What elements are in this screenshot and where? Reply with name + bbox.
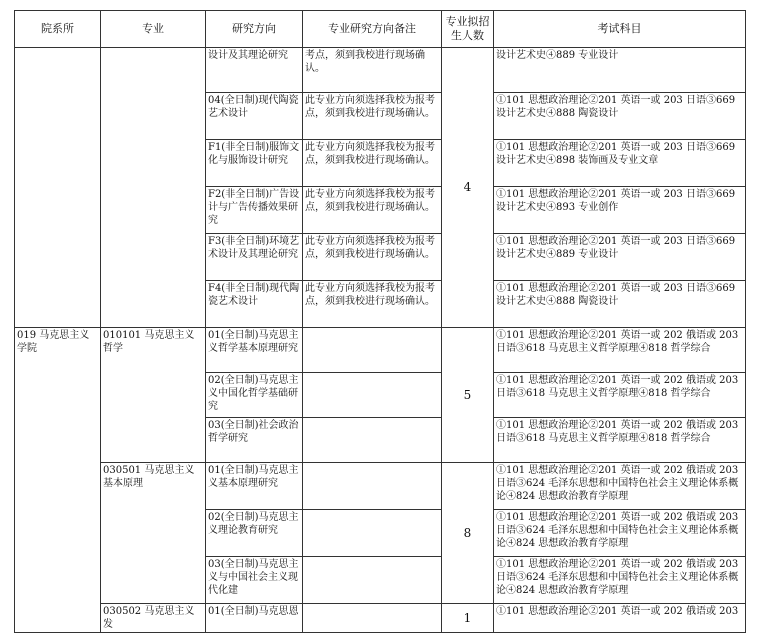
exam-cell: ①101 思想政治理论②201 英语一或 202 俄语或 203 日语③618 马克思主义哲学原理④818 哲学综合 [494,328,746,373]
exam-cell: ①101 思想政治理论②201 英语一或 203 日语③669 设计艺术史④889 专业设计 [494,234,746,281]
direction-cell: 03(全日制)马克思主义与中国社会主义现代化建 [206,557,303,604]
note-cell: 此专业方向须选择我校为报考点，须到我校进行现场确认。 [303,140,442,187]
direction-cell: 01(全日制)马克思主义哲学基本原理研究 [206,328,303,373]
exam-cell: ①101 思想政治理论②201 英语一或 202 俄语或 203 日语③618 马克思主义哲学原理④818 哲学综合 [494,418,746,463]
note-cell [303,604,442,633]
direction-cell: F1(非全日制)服饰文化与服饰设计研究 [206,140,303,187]
header-exam: 考试科目 [494,11,746,48]
direction-cell: F3(非全日制)环境艺术设计及其理论研究 [206,234,303,281]
table-row [15,604,746,633]
exam-cell: ①101 思想政治理论②201 英语一或 202 俄语或 203 日语③624 毛泽东思想和中国特色社会主义理论体系概论④824 思想政治教育学原理 [494,510,746,557]
exam-cell: ①101 思想政治理论②201 英语一或 202 俄语或 203 日语③624 毛泽东思想和中国特色社会主义理论体系概论④824 思想政治教育学原理 [494,557,746,604]
enrollment-table [14,10,746,633]
direction-cell: 03(全日制)社会政治哲学研究 [206,418,303,463]
table-row [15,48,746,93]
direction-cell: 02(全日制)马克思主义中国化哲学基础研究 [206,373,303,418]
note-cell [303,463,442,510]
exam-cell: ①101 思想政治理论②201 英语一或 203 日语③669 设计艺术史④898 装饰画及专业文章 [494,140,746,187]
header-direction: 研究方向 [206,11,303,48]
table-row [15,463,746,510]
exam-cell: ①101 思想政治理论②201 英语一或 202 俄语或 203 日语③624 毛泽东思想和中国特色社会主义理论体系概论④824 思想政治教育学原理 [494,463,746,510]
exam-cell: 设计艺术史④889 专业设计 [494,48,746,93]
note-cell [303,418,442,463]
quota-cell: 5 [442,328,494,463]
quota-cell: 4 [442,48,494,328]
direction-cell: 01(全日制)马克思恩 [206,604,303,633]
exam-cell: ①101 思想政治理论②201 英语一或 202 俄语或 203 日语③618 马克思主义哲学原理④818 哲学综合 [494,373,746,418]
table-row [15,328,746,373]
exam-cell: ①101 思想政治理论②201 英语一或 203 日语③669 设计艺术史④888 陶瓷设计 [494,93,746,140]
header-major: 专业 [101,11,206,48]
exam-cell: ①101 思想政治理论②201 英语一或 202 俄语或 203 [494,604,746,633]
direction-cell: 设计及其理论研究 [206,48,303,93]
quota-cell: 8 [442,463,494,604]
header-row [15,11,746,48]
note-cell: 此专业方向须选择我校为报考点，须到我校进行现场确认。 [303,187,442,234]
major-cell [101,48,206,328]
college-cell: 019 马克思主义学院 [15,328,101,633]
header-quota: 专业拟招生人数 [442,11,494,48]
major-cell: 030501 马克思主义基本原理 [101,463,206,604]
header-note: 专业研究方向备注 [303,11,442,48]
note-cell [303,328,442,373]
direction-cell: F4(非全日制)现代陶瓷艺术设计 [206,281,303,328]
major-cell: 010101 马克思主义哲学 [101,328,206,463]
note-cell [303,373,442,418]
note-cell: 考点，须到我校进行现场确认。 [303,48,442,93]
direction-cell: 02(全日制)马克思主义理论教育研究 [206,510,303,557]
note-cell: 此专业方向须选择我校为报考点，须到我校进行现场确认。 [303,281,442,328]
major-cell: 030502 马克思主义发 [101,604,206,633]
direction-cell: 04(全日制)现代陶瓷艺术设计 [206,93,303,140]
note-cell: 此专业方向须选择我校为报考点，须到我校进行现场确认。 [303,234,442,281]
note-cell [303,510,442,557]
direction-cell: 01(全日制)马克思主义基本原理研究 [206,463,303,510]
note-cell [303,557,442,604]
direction-cell: F2(非全日制)广告设计与广告传播效果研究 [206,187,303,234]
exam-cell: ①101 思想政治理论②201 英语一或 203 日语③669 设计艺术史④888 陶瓷设计 [494,281,746,328]
quota-cell: 1 [442,604,494,633]
note-cell: 此专业方向须选择我校为报考点，须到我校进行现场确认。 [303,93,442,140]
college-cell [15,48,101,328]
exam-cell: ①101 思想政治理论②201 英语一或 203 日语③669 设计艺术史④893 专业创作 [494,187,746,234]
header-college: 院系所 [15,11,101,48]
